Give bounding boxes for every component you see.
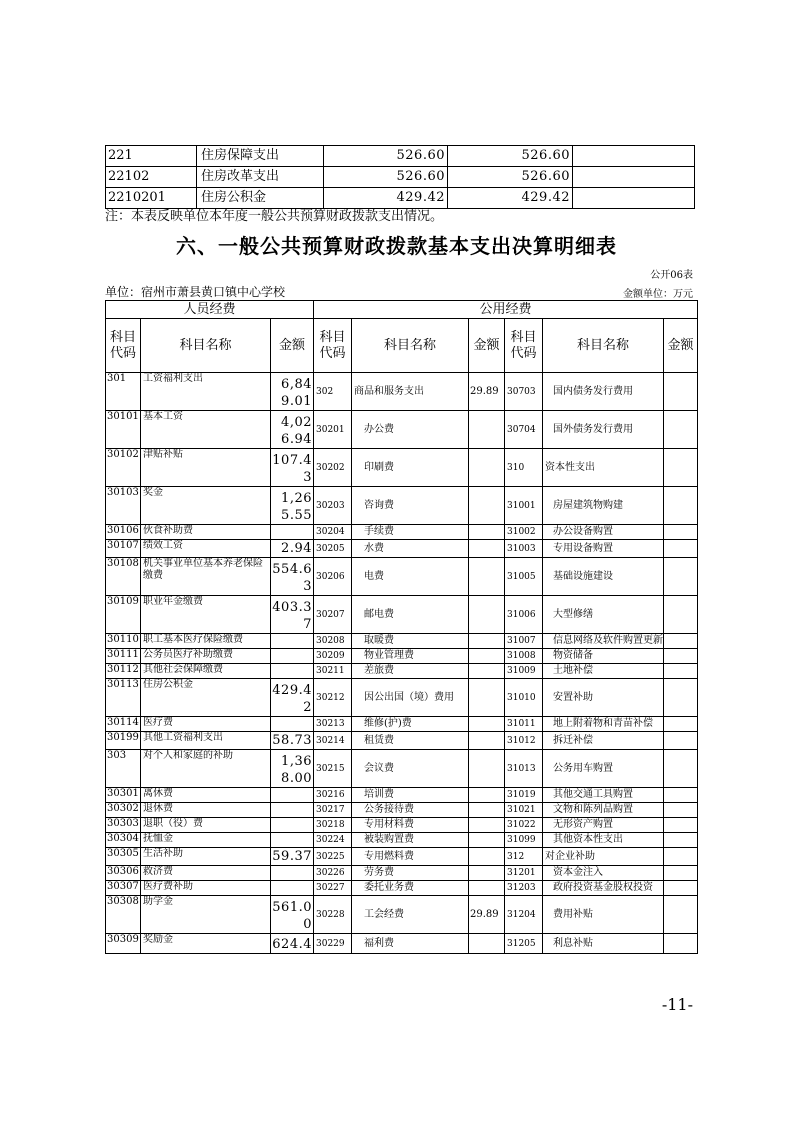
- capital-amount: [664, 411, 698, 449]
- table-row: [106, 411, 698, 449]
- public-name: 物业管理费: [352, 649, 469, 664]
- public-name: 因公出国（境）费用: [352, 679, 469, 717]
- row-amount: 526.60: [324, 167, 448, 188]
- public-name: 商品和服务支出: [352, 373, 469, 411]
- table-row: [106, 146, 695, 167]
- basic-expense-detail-table: [105, 300, 698, 954]
- public-amount: [469, 750, 505, 788]
- capital-amount: [664, 373, 698, 411]
- capital-code: 312: [505, 848, 543, 866]
- public-name: 租赁费: [352, 732, 469, 750]
- capital-code: 31013: [505, 750, 543, 788]
- public-code: 30212: [314, 679, 352, 717]
- detail-body: [106, 373, 698, 954]
- capital-amount: [664, 596, 698, 634]
- capital-name: 文物和陈列品购置: [543, 803, 664, 818]
- public-name: 咨询费: [352, 487, 469, 525]
- capital-code: 31011: [505, 717, 543, 732]
- personnel-name: 其他社会保障缴费: [141, 664, 271, 679]
- capital-name: 资本金注入: [543, 866, 664, 881]
- public-name: 公务接待费: [352, 803, 469, 818]
- table-row: [106, 525, 698, 540]
- table-row: [106, 750, 698, 788]
- public-name: 专用燃料费: [352, 848, 469, 866]
- row-amount: 526.60: [448, 167, 573, 188]
- capital-amount: [664, 881, 698, 896]
- public-name: 差旅费: [352, 664, 469, 679]
- table-row: [106, 596, 698, 634]
- personnel-amount: 403.37: [271, 596, 314, 634]
- public-amount: [469, 848, 505, 866]
- personnel-amount: [271, 649, 314, 664]
- personnel-name: 奖励金: [141, 934, 271, 954]
- public-code: 302: [314, 373, 352, 411]
- header-code: 科目代码: [314, 319, 352, 373]
- public-amount: [469, 934, 505, 954]
- capital-code: 31204: [505, 896, 543, 934]
- capital-amount: [664, 750, 698, 788]
- capital-name: 信息网络及软件购置更新: [543, 634, 664, 649]
- personnel-name: 职工基本医疗保险缴费: [141, 634, 271, 649]
- personnel-amount: 1,265.55: [271, 487, 314, 525]
- capital-amount: [664, 540, 698, 558]
- personnel-name: 离休费: [141, 788, 271, 803]
- public-amount: [469, 881, 505, 896]
- public-code: 30201: [314, 411, 352, 449]
- personnel-name: 工资福利支出: [141, 373, 271, 411]
- row-empty: [573, 167, 695, 188]
- capital-amount: [664, 449, 698, 487]
- personnel-amount: [271, 664, 314, 679]
- capital-amount: [664, 732, 698, 750]
- personnel-code: 301: [106, 373, 141, 411]
- row-name: 住房改革支出: [197, 167, 324, 188]
- personnel-amount: 554.63: [271, 558, 314, 596]
- public-name: 水费: [352, 540, 469, 558]
- capital-code: 30704: [505, 411, 543, 449]
- row-name: 住房保障支出: [197, 146, 324, 167]
- page-number: -11-: [661, 995, 693, 1014]
- table-row: [106, 487, 698, 525]
- personnel-name: 医疗费补助: [141, 881, 271, 896]
- personnel-code: 30107: [106, 540, 141, 558]
- personnel-amount: [271, 788, 314, 803]
- public-name: 劳务费: [352, 866, 469, 881]
- personnel-code: 30108: [106, 558, 141, 596]
- public-name: 办公费: [352, 411, 469, 449]
- capital-amount: [664, 833, 698, 848]
- personnel-name: 退职（役）费: [141, 818, 271, 833]
- public-name: 会议费: [352, 750, 469, 788]
- personnel-name: 其他工资福利支出: [141, 732, 271, 750]
- table-row: [106, 803, 698, 818]
- public-code: 30218: [314, 818, 352, 833]
- capital-code: 31201: [505, 866, 543, 881]
- capital-amount: [664, 649, 698, 664]
- budget-expense-body: [106, 146, 695, 209]
- public-amount: [469, 487, 505, 525]
- public-amount: [469, 411, 505, 449]
- row-code: 2210201: [106, 188, 197, 209]
- public-amount: [469, 717, 505, 732]
- table-row: [106, 649, 698, 664]
- row-code: 22102: [106, 167, 197, 188]
- personnel-name: 退休费: [141, 803, 271, 818]
- personnel-name: 住房公积金: [141, 679, 271, 717]
- header-name: 科目名称: [141, 319, 271, 373]
- row-amount: 429.42: [324, 188, 448, 209]
- personnel-amount: 624.4: [271, 934, 314, 954]
- capital-name: 其他资本性支出: [543, 833, 664, 848]
- personnel-code: 30102: [106, 449, 141, 487]
- table-row: [106, 540, 698, 558]
- capital-code: 31010: [505, 679, 543, 717]
- public-code: 30205: [314, 540, 352, 558]
- personnel-amount: [271, 833, 314, 848]
- personnel-code: 303: [106, 750, 141, 788]
- table-row: [106, 732, 698, 750]
- public-name: 印刷费: [352, 449, 469, 487]
- public-code: 30217: [314, 803, 352, 818]
- header-code: 科目代码: [505, 319, 543, 373]
- personnel-code: 30110: [106, 634, 141, 649]
- public-amount: [469, 732, 505, 750]
- personnel-code: 30309: [106, 934, 141, 954]
- capital-amount: [664, 818, 698, 833]
- row-name: 住房公积金: [197, 188, 324, 209]
- capital-code: 31009: [505, 664, 543, 679]
- public-code: 30225: [314, 848, 352, 866]
- personnel-name: 基本工资: [141, 411, 271, 449]
- personnel-amount: 6,849.01: [271, 373, 314, 411]
- personnel-name: 助学金: [141, 896, 271, 934]
- capital-amount: [664, 934, 698, 954]
- capital-name: 利息补贴: [543, 934, 664, 954]
- capital-code: 31005: [505, 558, 543, 596]
- public-amount: [469, 558, 505, 596]
- public-amount: 29.89: [469, 896, 505, 934]
- table-row: [106, 664, 698, 679]
- capital-amount: [664, 896, 698, 934]
- budget-expense-table: [105, 145, 695, 209]
- personnel-code: 30308: [106, 896, 141, 934]
- public-code: 30207: [314, 596, 352, 634]
- capital-name: 办公设备购置: [543, 525, 664, 540]
- public-code: 30227: [314, 881, 352, 896]
- capital-amount: [664, 717, 698, 732]
- capital-amount: [664, 558, 698, 596]
- capital-name: 费用补贴: [543, 896, 664, 934]
- public-name: 维修(护)费: [352, 717, 469, 732]
- personnel-amount: 4,026.94: [271, 411, 314, 449]
- capital-name: 房屋建筑物购建: [543, 487, 664, 525]
- capital-name: 安置补助: [543, 679, 664, 717]
- public-amount: [469, 664, 505, 679]
- public-name: 培训费: [352, 788, 469, 803]
- capital-code: 31022: [505, 818, 543, 833]
- header-personnel: 人员经费: [106, 301, 314, 319]
- capital-name: 专用设备购置: [543, 540, 664, 558]
- public-code: 30202: [314, 449, 352, 487]
- personnel-name: 救济费: [141, 866, 271, 881]
- page-title: 六、一般公共预算财政拨款基本支出决算明细表: [176, 234, 617, 258]
- public-code: 30208: [314, 634, 352, 649]
- capital-name: 国外债务发行费用: [543, 411, 664, 449]
- personnel-amount: [271, 634, 314, 649]
- personnel-code: 30113: [106, 679, 141, 717]
- personnel-amount: 107.43: [271, 449, 314, 487]
- personnel-code: 30306: [106, 866, 141, 881]
- personnel-code: 30109: [106, 596, 141, 634]
- capital-amount: [664, 788, 698, 803]
- public-amount: 29.89: [469, 373, 505, 411]
- capital-amount: [664, 848, 698, 866]
- public-amount: [469, 818, 505, 833]
- capital-name: 其他交通工具购置: [543, 788, 664, 803]
- capital-name: 地上附着物和青苗补偿: [543, 717, 664, 732]
- personnel-name: 对个人和家庭的补助: [141, 750, 271, 788]
- capital-code: 31012: [505, 732, 543, 750]
- public-code: 30215: [314, 750, 352, 788]
- public-code: 30203: [314, 487, 352, 525]
- personnel-amount: [271, 866, 314, 881]
- row-empty: [573, 146, 695, 167]
- header-amount: 金额: [469, 319, 505, 373]
- table-row: [106, 167, 695, 188]
- personnel-amount: [271, 818, 314, 833]
- personnel-code: 30301: [106, 788, 141, 803]
- personnel-amount: 59.37: [272, 849, 312, 864]
- capital-code: 31006: [505, 596, 543, 634]
- row-amount: 429.42: [448, 188, 573, 209]
- personnel-code: 30114: [106, 717, 141, 732]
- public-code: 30204: [314, 525, 352, 540]
- personnel-code: 30303: [106, 818, 141, 833]
- personnel-amount: [271, 881, 314, 896]
- public-name: 福利费: [352, 934, 469, 954]
- personnel-amount: 429.42: [271, 679, 314, 717]
- capital-amount: [664, 634, 698, 649]
- capital-name: 物资储备: [543, 649, 664, 664]
- capital-code: 30703: [505, 373, 543, 411]
- capital-code: 31205: [505, 934, 543, 954]
- public-code: 30206: [314, 558, 352, 596]
- public-amount: [469, 833, 505, 848]
- row-code: 221: [106, 146, 197, 167]
- personnel-code: 30305: [106, 848, 141, 866]
- capital-amount: [664, 487, 698, 525]
- public-name: 被装购置费: [352, 833, 469, 848]
- header-name: 科目名称: [543, 319, 664, 373]
- table-row: [106, 717, 698, 732]
- personnel-code: 30106: [106, 525, 141, 540]
- personnel-code: 30112: [106, 664, 141, 679]
- capital-amount: [664, 679, 698, 717]
- capital-amount: [664, 866, 698, 881]
- public-amount: [469, 596, 505, 634]
- capital-amount: [664, 803, 698, 818]
- table-row: [106, 818, 698, 833]
- personnel-amount: 561.00: [271, 896, 314, 934]
- capital-name: 基础设施建设: [543, 558, 664, 596]
- public-amount: [469, 649, 505, 664]
- public-code: 30229: [314, 934, 352, 954]
- table-row: [106, 866, 698, 881]
- personnel-name: 奖金: [141, 487, 271, 525]
- capital-code: 31203: [505, 881, 543, 896]
- capital-name: 土地补偿: [543, 664, 664, 679]
- public-code: 30228: [314, 896, 352, 934]
- table-row: [106, 934, 698, 954]
- personnel-name: 医疗费: [141, 717, 271, 732]
- public-name: 委托业务费: [352, 881, 469, 896]
- public-amount: [469, 803, 505, 818]
- header-name: 科目名称: [352, 319, 469, 373]
- capital-code: 31099: [505, 833, 543, 848]
- table-row: [106, 881, 698, 896]
- table-row: [106, 449, 698, 487]
- capital-amount: [664, 525, 698, 540]
- personnel-code: 30111: [106, 649, 141, 664]
- personnel-name: 津贴补贴: [141, 449, 271, 487]
- capital-code: 31008: [505, 649, 543, 664]
- capital-name: 资本性支出: [543, 449, 664, 487]
- header-amount: 金额: [271, 319, 314, 373]
- table-row: [106, 373, 698, 411]
- capital-code: 310: [505, 449, 543, 487]
- public-code: 30209: [314, 649, 352, 664]
- personnel-name: 抚恤金: [141, 833, 271, 848]
- personnel-code: 30304: [106, 833, 141, 848]
- personnel-name: 职业年金缴费: [141, 596, 271, 634]
- public-amount: [469, 788, 505, 803]
- amount-unit-label: 金额单位：万元: [623, 289, 693, 300]
- capital-code: 31007: [505, 634, 543, 649]
- public-name: 取暖费: [352, 634, 469, 649]
- personnel-code: 30302: [106, 803, 141, 818]
- public-name: 工会经费: [352, 896, 469, 934]
- public-name: 电费: [352, 558, 469, 596]
- row-empty: [573, 188, 695, 209]
- public-name: 手续费: [352, 525, 469, 540]
- header-public: 公用经费: [314, 301, 698, 319]
- capital-name: 国内债务发行费用: [543, 373, 664, 411]
- public-name: 专用材料费: [352, 818, 469, 833]
- table-note: 注：本表反映单位本年度一般公共预算财政拨款支出情况。: [105, 209, 444, 224]
- capital-name: 对企业补助: [543, 848, 664, 866]
- capital-code: 31021: [505, 803, 543, 818]
- public-code: 30214: [314, 732, 352, 750]
- table-row: [106, 896, 698, 934]
- personnel-code: 30199: [106, 732, 141, 750]
- header-amount: 金额: [664, 319, 698, 373]
- public-code: 30211: [314, 664, 352, 679]
- public-code: 30213: [314, 717, 352, 732]
- capital-code: 31019: [505, 788, 543, 803]
- personnel-amount: 58.73: [272, 733, 312, 748]
- table-row: [106, 833, 698, 848]
- personnel-amount: [271, 803, 314, 818]
- personnel-name: 机关事业单位基本养老保险缴费: [141, 558, 271, 596]
- public-code: 30226: [314, 866, 352, 881]
- table-row: [106, 679, 698, 717]
- personnel-code: 30307: [106, 881, 141, 896]
- row-amount: 526.60: [324, 146, 448, 167]
- public-amount: [469, 679, 505, 717]
- personnel-code: 30101: [106, 411, 141, 449]
- public-code: 30224: [314, 833, 352, 848]
- personnel-amount: [271, 525, 314, 540]
- personnel-name: 伙食补助费: [141, 525, 271, 540]
- capital-code: 31002: [505, 525, 543, 540]
- personnel-code: 30103: [106, 487, 141, 525]
- table-row: [106, 848, 698, 866]
- table-row: [106, 634, 698, 649]
- personnel-name: 公务员医疗补助缴费: [141, 649, 271, 664]
- form-number: 公开06表: [650, 270, 693, 281]
- personnel-name: 生活补助: [141, 848, 271, 866]
- capital-code: 31001: [505, 487, 543, 525]
- personnel-amount: 1,368.00: [271, 750, 314, 788]
- capital-amount: [664, 664, 698, 679]
- capital-name: 政府投资基金股权投资: [543, 881, 664, 896]
- table-row: [106, 788, 698, 803]
- capital-name: 大型修缮: [543, 596, 664, 634]
- capital-name: 拆迁补偿: [543, 732, 664, 750]
- public-code: 30216: [314, 788, 352, 803]
- capital-name: 无形资产购置: [543, 818, 664, 833]
- capital-code: 31003: [505, 540, 543, 558]
- public-amount: [469, 449, 505, 487]
- capital-name: 公务用车购置: [543, 750, 664, 788]
- unit-label: 单位：宿州市萧县黄口镇中心学校: [105, 285, 286, 299]
- public-amount: [469, 540, 505, 558]
- personnel-amount: 2.94: [271, 540, 314, 558]
- personnel-name: 绩效工资: [141, 540, 271, 558]
- public-amount: [469, 866, 505, 881]
- public-amount: [469, 634, 505, 649]
- row-amount: 526.60: [448, 146, 573, 167]
- personnel-amount: [271, 717, 314, 732]
- public-name: 邮电费: [352, 596, 469, 634]
- table-row: [106, 558, 698, 596]
- header-code: 科目代码: [106, 319, 141, 373]
- public-amount: [469, 525, 505, 540]
